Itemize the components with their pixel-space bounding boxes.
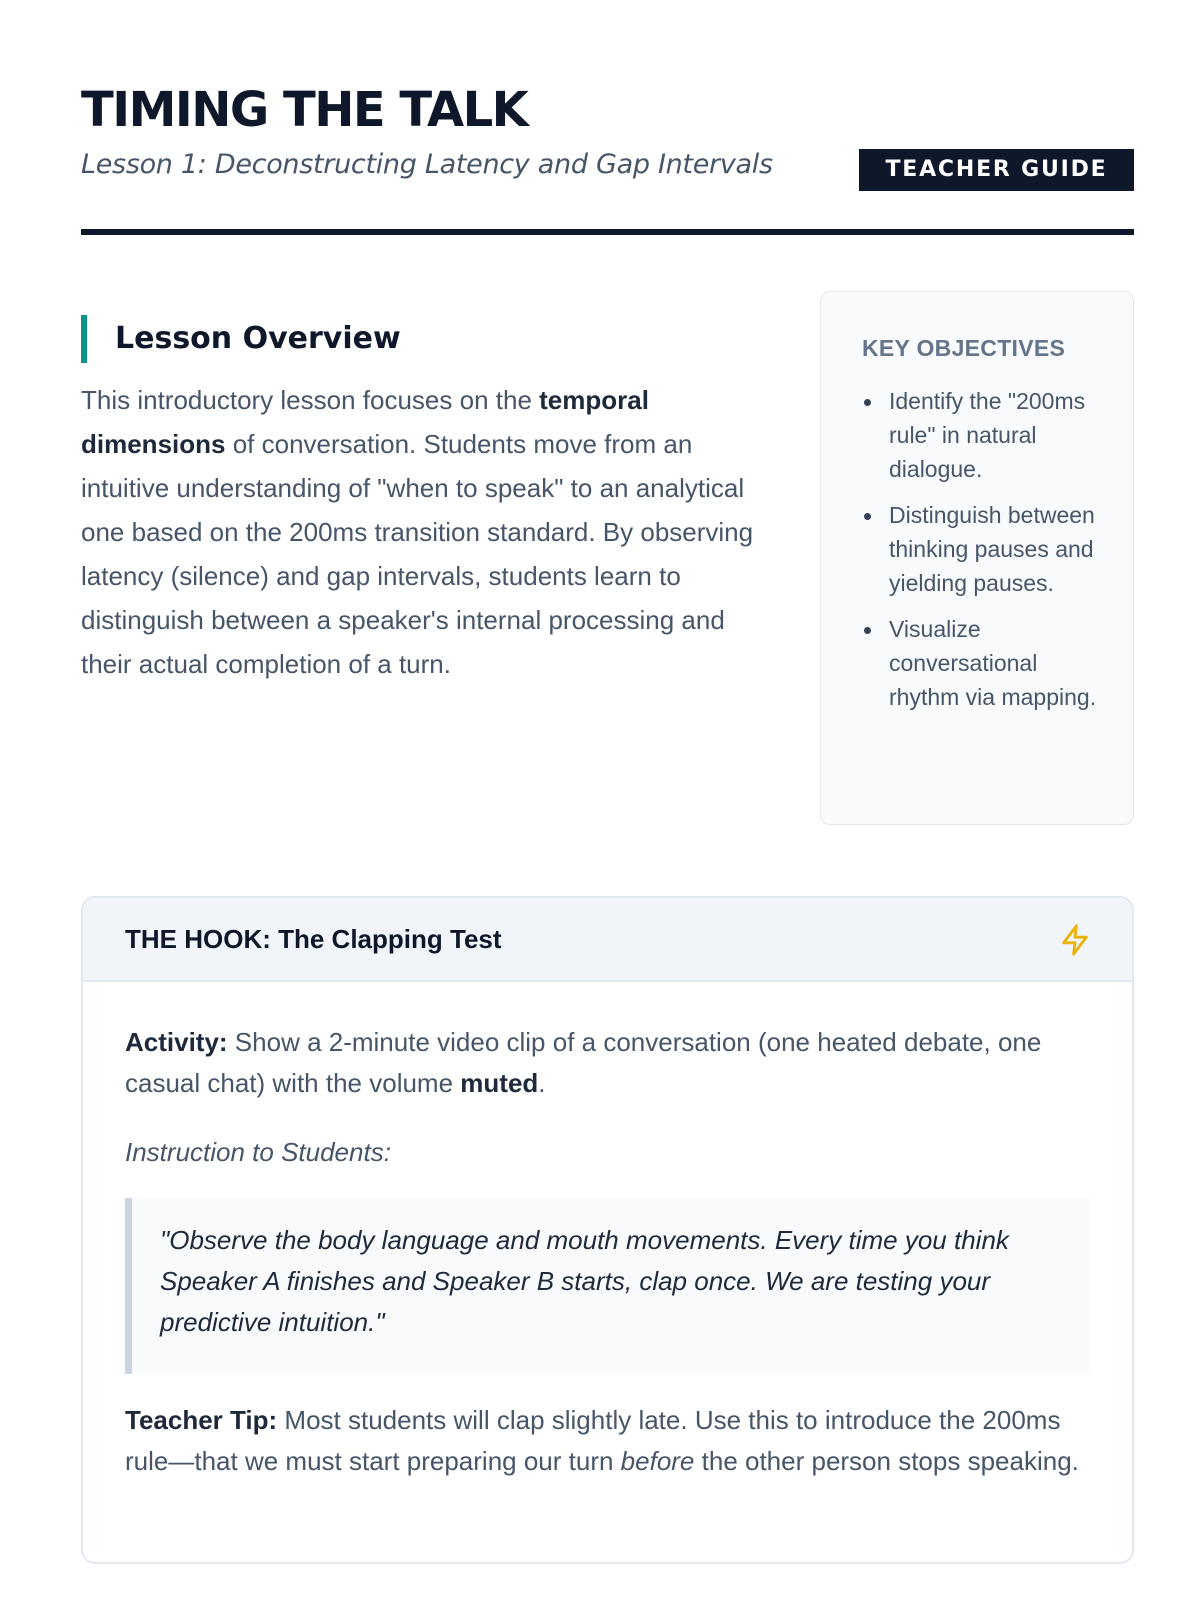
teacher-tip-emphasis: before <box>620 1446 695 1476</box>
bullet-icon <box>864 399 871 406</box>
objective-text: Visualize conversational rhythm via mapping. <box>889 616 1097 710</box>
activity-label: Activity: <box>125 1027 228 1057</box>
teacher-tip-text-start: Most students will clap slightly late. Use this to introduce the 200ms rule—that we must start preparing our turn <box>125 1405 1061 1476</box>
overview-heading: Lesson Overview <box>81 315 401 363</box>
overview-emphasis: temporal dimensions <box>81 385 649 459</box>
overview-text-end: of conversation. Students move from an intuitive understanding of "when to speak" to an analytical one based on the 200ms transition standard. By observing latency (silence) and gap intervals, students learn to distinguish between a speaker's internal processing and their actual completion of a turn. <box>81 429 754 679</box>
lightning-bolt-icon <box>1058 922 1092 958</box>
activity-text-end: . <box>538 1068 546 1098</box>
header-divider <box>81 229 1134 235</box>
activity-text-start: Show a 2-minute video clip of a conversation (one heated debate, one casual chat) with the volume <box>125 1027 1042 1098</box>
key-objectives-title: KEY OBJECTIVES <box>862 335 1066 361</box>
objective-item <box>862 612 1103 714</box>
teacher-tip-label: Teacher Tip: <box>125 1405 278 1435</box>
instruction-label: Instruction to Students: <box>125 1137 391 1167</box>
objective-item <box>862 498 1103 600</box>
teacher-tip <box>125 1400 1090 1482</box>
teacher-guide-badge: TEACHER GUIDE <box>859 149 1134 191</box>
hook-card <box>81 896 1134 1564</box>
bullet-icon <box>864 513 871 520</box>
page-subtitle: Lesson 1: Deconstructing Latency and Gap Intervals <box>81 149 773 180</box>
objective-item <box>862 384 1103 486</box>
objective-text: Distinguish between thinking pauses and yielding pauses. <box>889 502 1095 596</box>
objective-text: Identify the "200ms rule" in natural dialogue. <box>889 388 1086 482</box>
hook-card-header <box>83 898 1132 982</box>
overview-text-start: This introductory lesson focuses on the <box>81 385 540 415</box>
instruction-quote: "Observe the body language and mouth movements. Every time you think Speaker A finishes and Speaker B starts, clap once. We are testing your predictive intuition." <box>125 1198 1090 1374</box>
teacher-tip-text-end: the other person stops speaking. <box>694 1446 1079 1476</box>
key-objectives-panel <box>820 291 1134 825</box>
activity-emphasis: muted <box>460 1068 539 1098</box>
activity-paragraph <box>125 1022 1090 1104</box>
bullet-icon <box>864 627 871 634</box>
overview-paragraph <box>81 378 761 686</box>
hook-title: THE HOOK: The Clapping Test <box>125 924 502 954</box>
page-title: TIMING THE TALK <box>81 82 528 138</box>
key-objectives-list <box>862 384 1103 714</box>
